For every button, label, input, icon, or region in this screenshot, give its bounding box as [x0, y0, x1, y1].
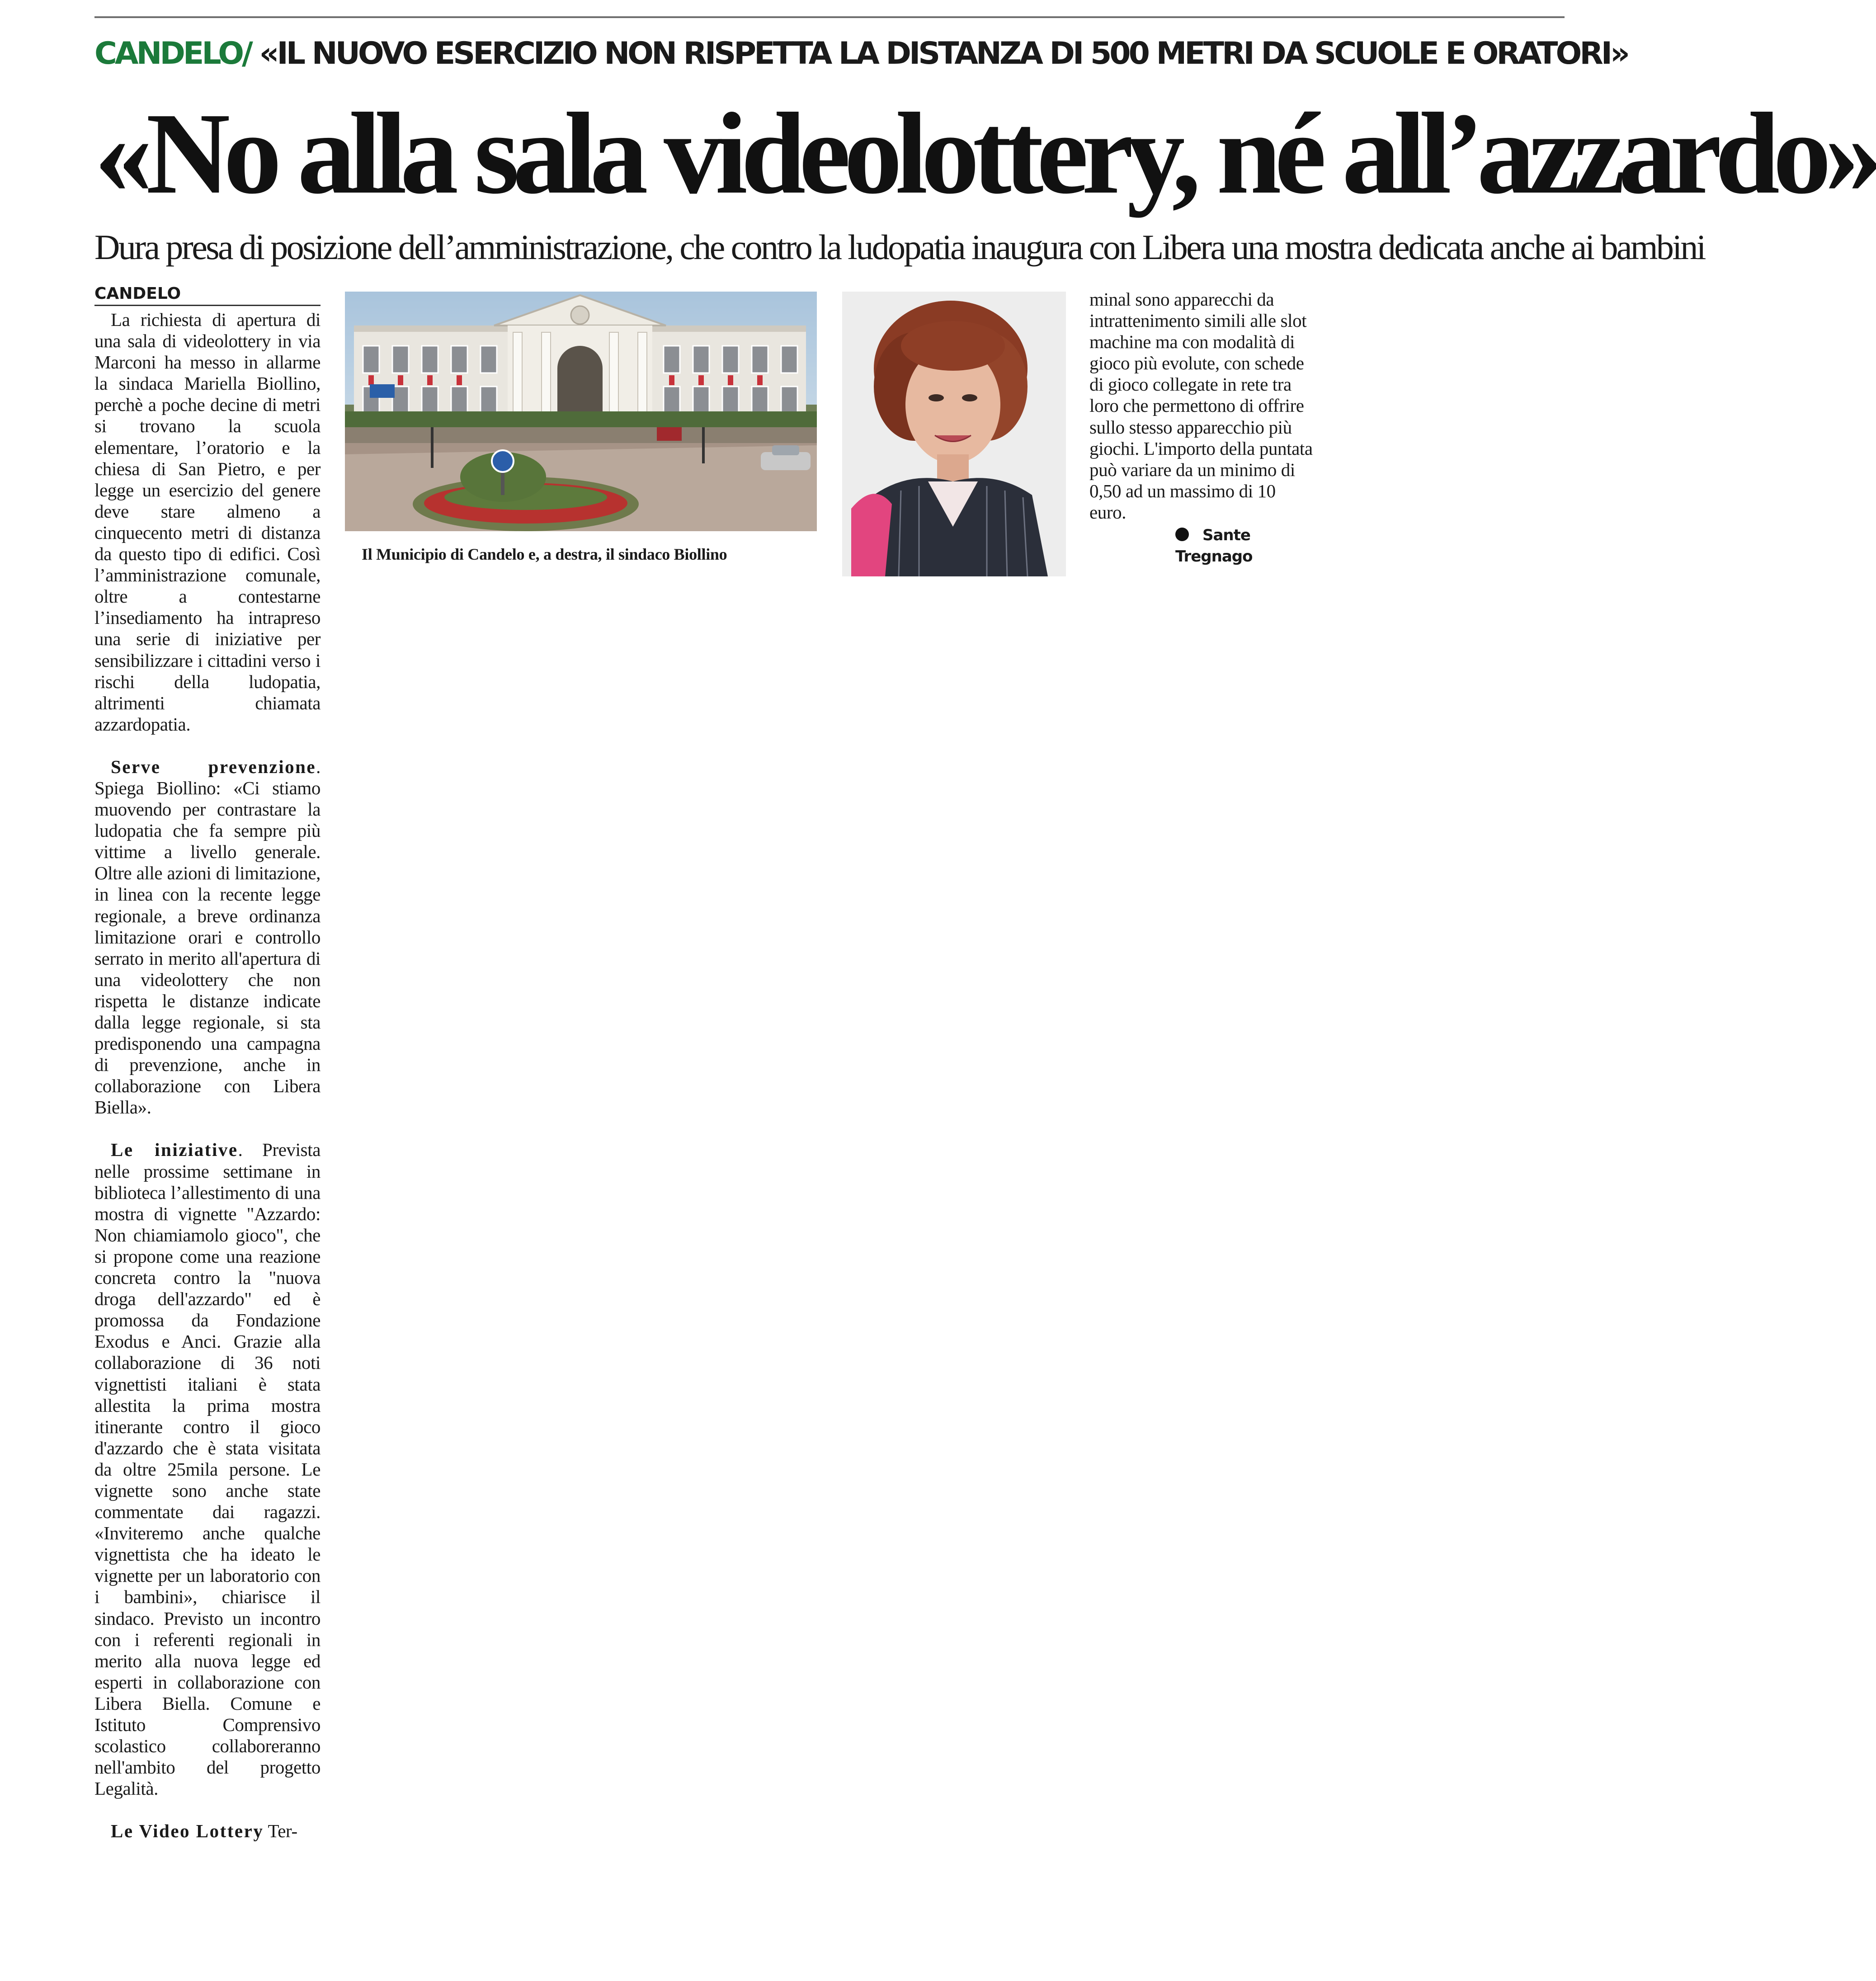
subheadline: Dura presa di posizione dell’amministrazione, che contro la ludopatia inaugura con Libera una mostra dedicata anche ai bambini [94, 227, 1705, 267]
lead-in-videolottery: Le Video Lottery [111, 1821, 264, 1842]
kicker [94, 36, 1628, 71]
lead-in-prevention: Serve prevenzione [111, 756, 316, 777]
top-rule [94, 16, 1565, 18]
article-column-3 [1089, 289, 1315, 567]
paragraph-initiatives [94, 1139, 321, 1799]
photo-caption: Il Municipio di Candelo e, a destra, il sindaco Biollino [362, 545, 727, 563]
paragraph-videolottery [94, 1821, 321, 1842]
headline: «No alla sala videolottery, né all’azzardo» [94, 89, 1876, 218]
kicker-text: «IL NUOVO ESERCIZIO NON RISPETTA LA DISTANZA DI 500 METRI DA SCUOLE E ORATORI» [250, 36, 1628, 71]
bullet-icon [1175, 528, 1189, 541]
mayor-portrait-photo [842, 292, 1066, 576]
byline-author: Sante Tregnago [1175, 526, 1253, 566]
paragraph-intro: La richiesta di apertura di una sala di videolottery in via Marconi ha messo in allarme la sindaca Mariella Biollino, perchè a poche decine di metri si trovano la scuola elementare, l’oratorio e la chiesa di San Pietro, e per legge un esercizio del genere deve stare almeno a cinquecento metri di distanza da questo tipo di edifici. Così l’amministrazione comunale, oltre a contestarne l’insediamento ha intrapreso una serie di iniziative per sensibilizzare i cittadini verso i rischi della ludopatia, altrimenti chiamata azzardopatia. [94, 309, 321, 735]
town-hall-photo [345, 292, 817, 531]
paragraph-videolottery-body: Ter- [264, 1821, 297, 1842]
paragraph-initiatives-body: . Prevista nelle prossime settimane in biblioteca l’allestimento di una mostra di vignette "Azzardo: Non chiamiamolo gioco", che si propone come una reazione concreta contro la "nuova droga dell'azzardo" ed è promossa da Fondazione Exodus e Anci. Grazie alla collaborazione di 36 noti vignettisti italiani è stata allestita la prima mostra itinerante contro il gioco d'azzardo che è stata visitata da oltre 25mila persone. Le vignette sono anche state commentate dai ragazzi. «Inviteremo anche qualche vignettista che ha ideato le vignette per un laboratorio con i bambini», chiarisce il sindaco. Previsto un incontro con i referenti regionali in merito alla nuova legge ed esperti in collaborazione con Libera Biella. Comune e Istituto Comprensivo scolastico collaboreranno nell'ambito del progetto Legalità. [94, 1139, 321, 1799]
paragraph-videolottery-continued: minal sono apparecchi da intrattenimento simili alle slot machine ma con modalità di gioco più evolute, con schede di gioco collegate in rete tra loro che permettono di offrire sullo stesso apparecchio più giochi. L'importo della puntata può variare da un minimo di 0,50 ad un massimo di 10 euro. [1089, 289, 1313, 523]
lead-in-initiatives: Le iniziative [111, 1139, 238, 1160]
byline [1089, 525, 1315, 567]
paragraph-prevention [94, 756, 321, 1118]
dateline: CANDELO [94, 286, 321, 306]
paragraph-prevention-body: . Spiega Biollino: «Ci stiamo muovendo per contrastare la ludopatia che fa sempre più vittime a livello generale. Oltre alle azioni di limitazione, in linea con la recente legge regionale, a breve ordinanza limitazione orari e controllo serrato in merito all'apertura di una videolottery che non rispetta le distanze indicate dalla legge regionale, si sta predisponendo una campagna di prevenzione, anche in collaborazione con Libera Biella». [94, 756, 321, 1118]
article-column-1 [94, 309, 321, 1842]
kicker-place: CANDELO/ [94, 36, 251, 71]
